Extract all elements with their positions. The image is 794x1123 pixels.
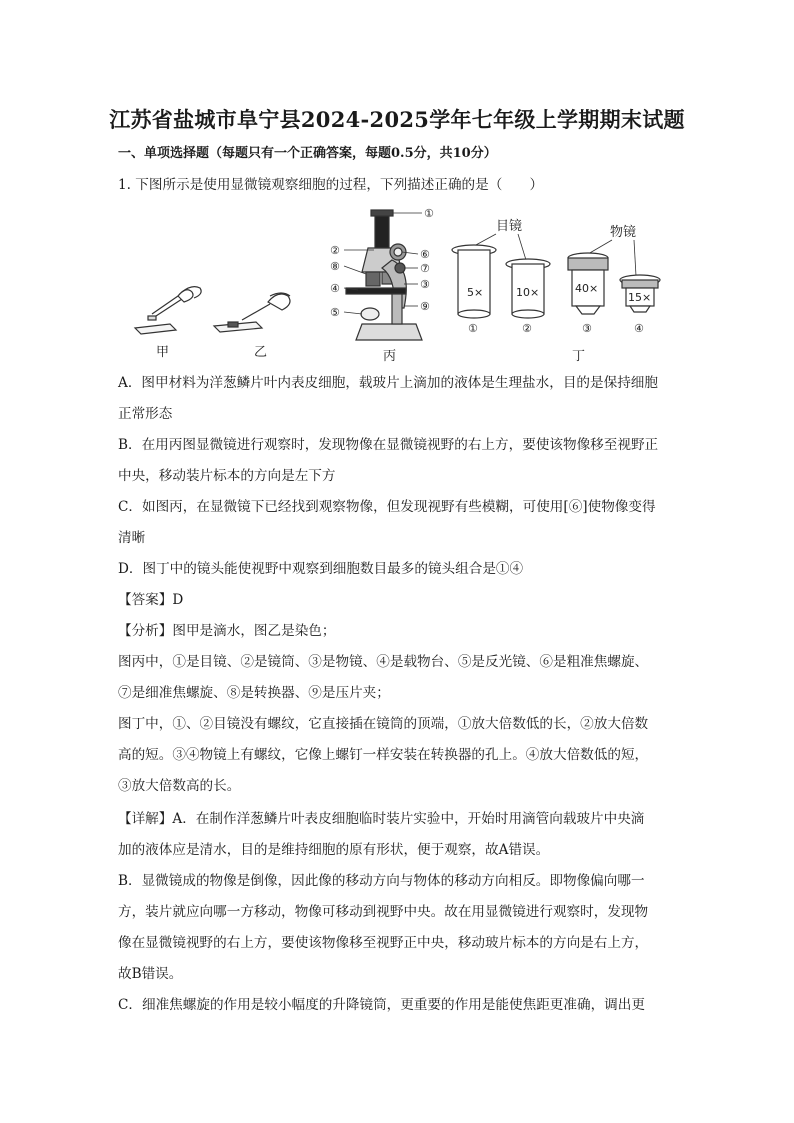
figure-jia-dropper [135, 287, 201, 334]
detail-line-5: 像在显微镜视野的右上方，要使该物像移至视野正中央，移动玻片标本的方向是右上方， [118, 935, 649, 951]
lens-1-mag: 5× [467, 286, 484, 299]
part-label-3: ③ [420, 278, 430, 291]
lens-4-num: ④ [634, 322, 644, 335]
figure-bing-microscope [346, 210, 422, 340]
analysis-line-3: ⑦是细准焦螺旋、⑧是转换器、⑨是压片夹； [118, 685, 390, 701]
detail-line-4: 方，装片就应向哪一方移动，物像可移动到视野中央。故在用显微镜进行观察时，发现物 [118, 904, 649, 920]
question-figure [130, 200, 670, 370]
lens-1-num: ① [468, 322, 478, 335]
figure-label-eyepiece: 目镜 [496, 219, 523, 234]
part-label-4: ④ [330, 282, 340, 295]
detail-line-1: 【详解】A．在制作洋葱鳞片叶表皮细胞临时装片实验中，开始时用滴管向载玻片中央滴 [118, 811, 645, 827]
option-b-line-2: 中央，移动装片标本的方向是左下方 [118, 468, 336, 484]
answer-line: 【答案】D [118, 592, 184, 608]
part-label-7: ⑦ [420, 262, 430, 275]
analysis-line-6: ③放大倍数高的长。 [118, 778, 241, 794]
option-c-line-2: 清晰 [118, 530, 146, 546]
lens-3-num: ③ [582, 322, 592, 335]
question-stem: 1. 下图所示是使用显微镜观察细胞的过程，下列描述正确的是（ ） [118, 177, 544, 193]
part-label-6: ⑥ [420, 248, 430, 261]
detail-line-2: 加的液体应是清水，目的是维持细胞的原有形状，便于观察，故A错误。 [118, 842, 550, 858]
part-label-1: ① [424, 207, 434, 220]
option-d-line: D．图丁中的镜头能使视野中观察到细胞数目最多的镜头组合是①④ [118, 561, 524, 577]
detail-line-3: B．显微镜成的物像是倒像，因此像的移动方向与物体的移动方向相反。即物像偏向哪一 [118, 873, 645, 889]
option-a-line-2: 正常形态 [118, 406, 173, 422]
analysis-line-4: 图丁中，①、②目镜没有螺纹，它直接插在镜筒的顶端，①放大倍数低的长，②放大倍数 [118, 716, 649, 732]
lens-2-num: ② [522, 322, 532, 335]
option-c-line-1: C．如图丙，在显微镜下已经找到观察物像，但发现视野有些模糊，可使用[⑥]使物像变得 [118, 499, 656, 515]
lens-4-mag: 15× [628, 291, 652, 304]
lens-2-mag: 10× [516, 286, 540, 299]
figure-yi-staining [214, 293, 290, 332]
figure-label-jia: 甲 [156, 345, 170, 360]
part-label-9: ⑨ [420, 300, 430, 313]
microscope-figure [130, 200, 670, 370]
figure-label-yi: 乙 [254, 345, 268, 360]
analysis-line-1: 【分析】图甲是滴水，图乙是染色； [118, 623, 336, 639]
detail-line-6: 故B错误。 [118, 966, 183, 982]
part-label-2: ② [330, 244, 340, 257]
page-title: 江苏省盐城市阜宁县2024-2025学年七年级上学期期末试题 [109, 107, 685, 132]
lens-3-mag: 40× [575, 282, 599, 295]
part-label-8: ⑧ [330, 260, 340, 273]
lens-1 [452, 245, 496, 318]
option-a-line-1: A．图甲材料为洋葱鳞片叶内表皮细胞，载玻片上滴加的液体是生理盐水，目的是保持细胞 [118, 375, 658, 391]
analysis-line-2: 图丙中，①是目镜、②是镜筒、③是物镜、④是载物台、⑤是反光镜、⑥是粗准焦螺旋、 [118, 654, 649, 670]
part-label-5: ⑤ [330, 306, 340, 319]
figure-label-objective: 物镜 [610, 225, 637, 240]
figure-label-ding: 丁 [572, 349, 586, 364]
section-heading: 一、单项选择题（每题只有一个正确答案，每题0.5分，共10分） [118, 146, 497, 161]
figure-label-bing: 丙 [383, 349, 397, 364]
option-b-line-1: B．在用丙图显微镜进行观察时，发现物像在显微镜视野的右上方，要使该物像移至视野正 [118, 437, 659, 453]
detail-line-7: C．细准焦螺旋的作用是较小幅度的升降镜筒，更重要的作用是能使焦距更准确，调出更 [118, 997, 645, 1013]
analysis-line-5: 高的短。③④物镜上有螺纹，它像上螺钉一样安装在转换器的孔上。④放大倍数低的短， [118, 747, 649, 763]
